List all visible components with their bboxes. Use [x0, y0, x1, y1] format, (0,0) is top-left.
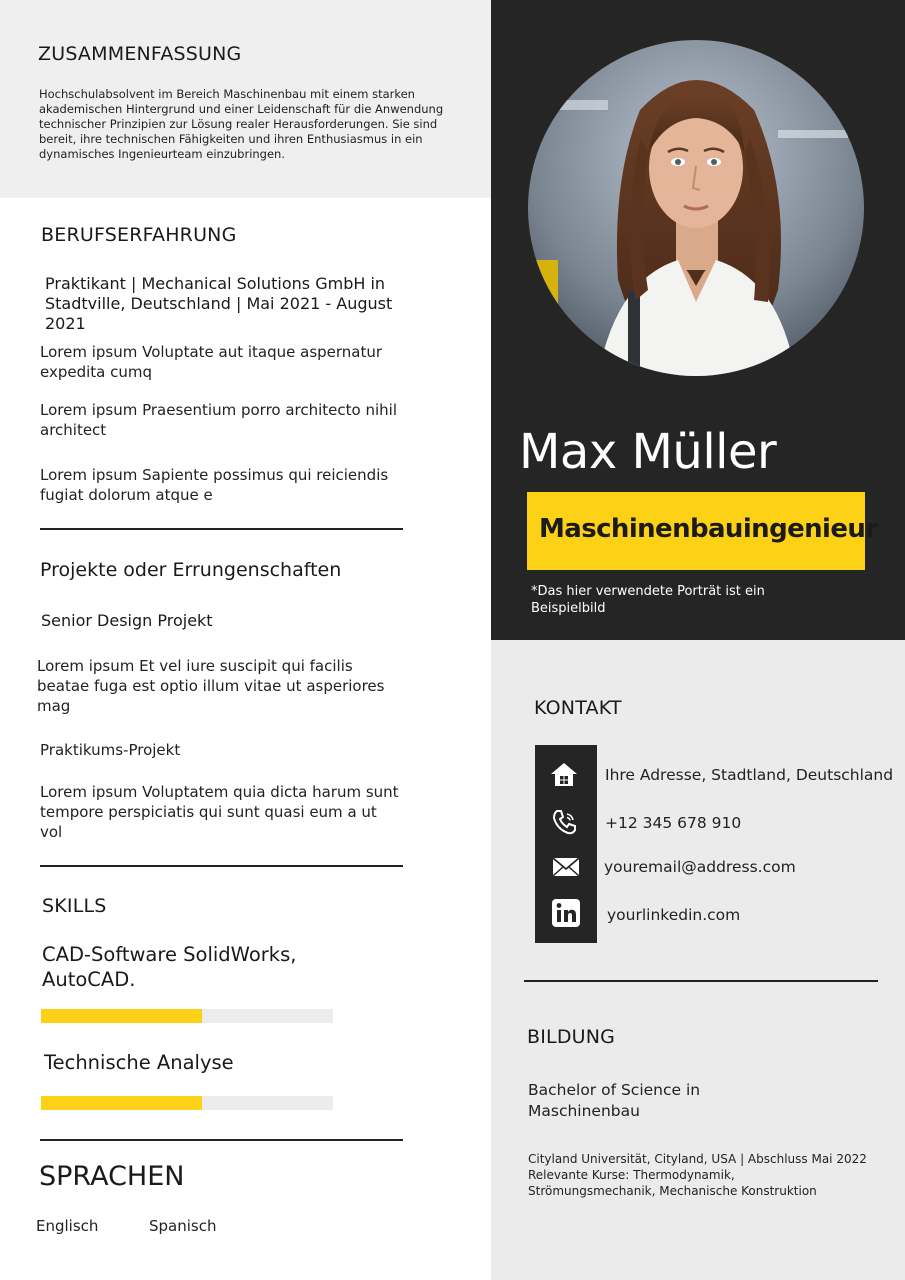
contact-phone: +12 345 678 910 [605, 814, 742, 832]
contact-email[interactable]: youremail@address.com [604, 858, 796, 876]
linkedin-icon [551, 898, 581, 928]
job-title: Praktikant | Mechanical Solutions GmbH in Stadtville, Deutschland | Mai 2021 - August 2021 [45, 274, 393, 333]
person-name: Max Müller [519, 424, 777, 480]
experience-item-1: Lorem ipsum Voluptate aut itaque aspernatur expedita cumq [40, 343, 383, 381]
experience-item-2: Lorem ipsum Praesentium porro architecto nihil architect [40, 401, 397, 439]
projects-heading: Projekte oder Errungenschaften [40, 559, 342, 581]
education-details: Cityland Universität, Cityland, USA | Abschluss Mai 2022 [528, 1152, 867, 1166]
summary-heading: ZUSAMMENFASSUNG [38, 43, 242, 65]
language-item: Englisch [36, 1217, 99, 1235]
project-text-1: Lorem ipsum Et vel iure suscipit qui facilis beatae fuga est optio illum vitae ut asperiores mag [37, 657, 385, 715]
skills-heading: SKILLS [42, 895, 107, 917]
skill-name-2: Technische Analyse [44, 1051, 234, 1074]
job-title-label: Maschinenbauingenieur [539, 514, 878, 544]
skill-bar-fill-2 [41, 1096, 202, 1110]
skill-bar-1 [41, 1009, 333, 1023]
languages-heading: SPRACHEN [39, 1161, 185, 1192]
home-icon [549, 759, 579, 789]
mail-icon [551, 852, 581, 882]
portrait-note: *Das hier verwendete Porträt ist ein Beispielbild [531, 584, 765, 616]
contact-heading: KONTAKT [534, 697, 622, 719]
contact-linkedin[interactable]: yourlinkedin.com [607, 906, 741, 924]
language-item: Spanisch [149, 1217, 217, 1235]
contact-address: Ihre Adresse, Stadtland, Deutschland [605, 766, 894, 784]
project-title-1: Senior Design Projekt [41, 611, 213, 630]
skill-bar-fill-1 [41, 1009, 202, 1023]
phone-icon [550, 807, 580, 837]
education-courses: Relevante Kurse: Thermodynamik, Strömungsmechanik, Mechanische Konstruktion [528, 1168, 817, 1198]
divider [524, 980, 878, 982]
divider [40, 1139, 403, 1141]
project-text-2: Lorem ipsum Voluptatem quia dicta harum sunt tempore perspiciatis qui sunt quasi eum a ut vol [40, 783, 399, 841]
summary-text: Hochschulabsolvent im Bereich Maschinenbau mit einem starken akademischen Hintergrund und einer Leidenschaft für die Anwendung technischer Prinzipien zur Lösung realer Herausforderungen. Sie sind bereit, ihre technischen Fähigkeiten und ihren Enthusiasmus in ein dynamisches Ingenieurteam einzubringen. [39, 87, 444, 161]
portrait-photo [528, 40, 864, 376]
experience-heading: BERUFSERFAHRUNG [41, 224, 237, 246]
divider [40, 528, 403, 530]
education-heading: BILDUNG [527, 1026, 616, 1048]
skill-bar-2 [41, 1096, 333, 1110]
skill-name-1: CAD-Software SolidWorks, AutoCAD. [42, 943, 297, 991]
experience-item-3: Lorem ipsum Sapiente possimus qui reiciendis fugiat dolorum atque e [40, 466, 389, 504]
project-title-2: Praktikums-Projekt [40, 741, 181, 759]
education-degree: Bachelor of Science in Maschinenbau [528, 1081, 701, 1120]
divider [40, 865, 403, 867]
